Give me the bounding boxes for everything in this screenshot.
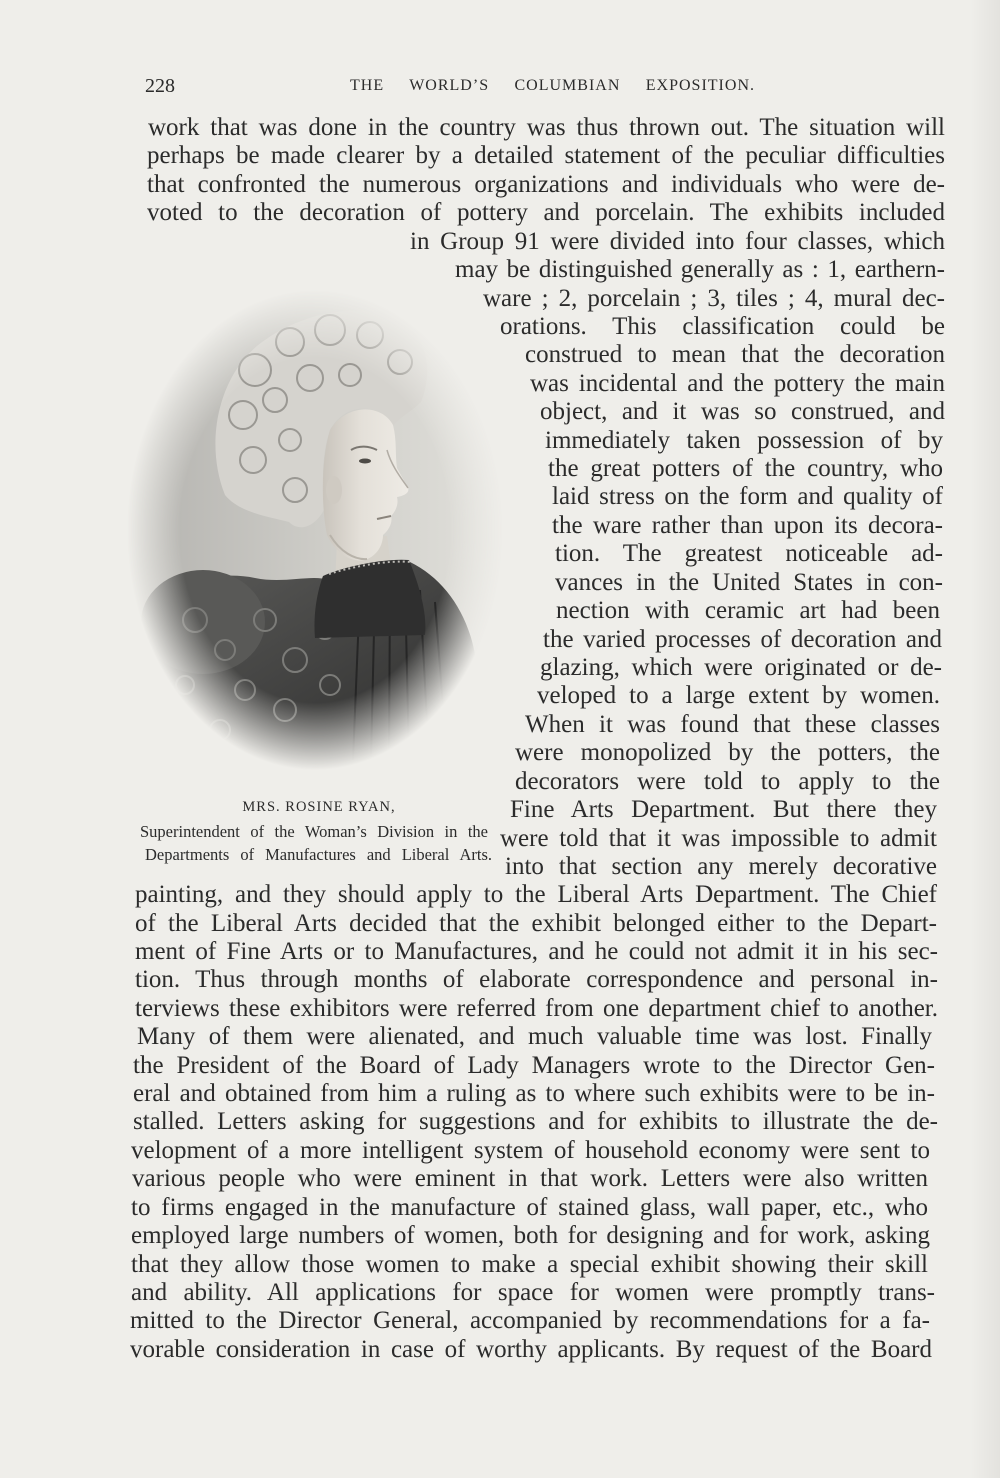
page-number: 228 [145,75,175,97]
body-text-line: vances in the United States in con- [555,569,943,596]
body-text-line: the great potters of the country, who [548,455,943,482]
body-text-line: painting, and they should apply to the Liberal Arts Department. The Chief [135,881,937,908]
body-text-line: the ware rather than upon its decora- [552,512,943,539]
body-text-line: When it was found that these classes [525,711,940,738]
running-title: THE WORLD’S COLUMBIAN EXPOSITION. [350,77,755,94]
body-text-line: that they allow those women to make a special exhibit showing their skill [131,1251,928,1278]
body-text-line: ment of Fine Arts or to Manufactures, and he could not admit it in his sec- [135,938,938,965]
body-text-line: ware ; 2, porcelain ; 3, tiles ; 4, mural dec- [483,285,945,312]
body-text-line: laid stress on the form and quality of [552,483,943,510]
body-text-line: various people who were eminent in that work. Letters were also written [132,1165,928,1192]
body-text-line: glazing, which were originated or de- [540,654,942,681]
body-text-line: tion. The greatest noticeable ad- [555,540,943,567]
body-text-line: nection with ceramic art had been [556,597,940,624]
body-text-line: orations. This classification could be [500,313,945,340]
caption-name: MRS. ROSINE RYAN, [242,799,396,815]
body-text-line: voted to the decoration of pottery and porcelain. The exhibits included [147,199,945,226]
body-text-line: velopment of a more intelligent system of household economy were sent to [131,1137,930,1164]
body-text-line: of the Liberal Arts decided that the exhibit belonged either to the Depart- [135,910,937,937]
body-text-line: were monopolized by the potters, the [515,739,940,766]
page-edge-shadow [970,0,1000,1478]
body-text-line: Fine Arts Department. But there they [510,796,937,823]
body-text-line: mitted to the Director General, accompanied by recommendations for a fa- [130,1307,930,1334]
body-text-line: veloped to a large extent by women. [537,682,940,709]
body-text-line: in Group 91 were divided into four classes, which [410,228,945,255]
caption-text-line: Departments of Manufactures and Liberal Arts. [145,845,492,864]
body-text-line: the President of the Board of Lady Managers wrote to the Director Gen- [133,1052,935,1079]
body-text-line: work that was done in the country was thus thrown out. The situation will [148,114,945,141]
body-text-line: immediately taken possession of by [545,427,943,454]
body-text-line: into that section any merely decorative [505,853,937,880]
body-text-line: perhaps be made clearer by a detailed statement of the peculiar difficulties [147,142,945,169]
body-text-line: eral and obtained from him a ruling as to where such exhibits were to be in- [133,1080,935,1107]
body-text-line: to firms engaged in the manufacture of stained glass, wall paper, etc., who [131,1194,928,1221]
body-text-line: was incidental and the pottery the main [530,370,945,397]
body-text-line: construed to mean that the decoration [525,341,945,368]
portrait-photo [125,290,505,770]
body-text-line: terviews these exhibitors were referred from one department chief to another. [135,995,938,1022]
body-text-line: the varied processes of decoration and [543,626,942,653]
body-text-line: vorable consideration in case of worthy applicants. By request of the Board [130,1336,932,1363]
body-text-line: stalled. Letters asking for suggestions and for exhibits to illustrate the de- [133,1108,938,1135]
body-text-line: Many of them were alienated, and much valuable time was lost. Finally [137,1023,932,1050]
caption-text-line: Superintendent of the Woman’s Division in the [140,822,488,841]
body-text-line: were told that it was impossible to admit [500,825,937,852]
body-text-line: that confronted the numerous organizations and individuals who were de- [147,171,945,198]
body-text-line: tion. Thus through months of elaborate correspondence and personal in- [135,966,938,993]
body-text-line: employed large numbers of women, both for designing and for work, asking [131,1222,930,1249]
body-text-line: may be distinguished generally as : 1, earthern- [455,256,945,283]
body-text-line: and ability. All applications for space for women were promptly trans- [131,1279,935,1306]
body-text-line: decorators were told to apply to the [515,768,940,795]
body-text-line: object, and it was so construed, and [540,398,945,425]
